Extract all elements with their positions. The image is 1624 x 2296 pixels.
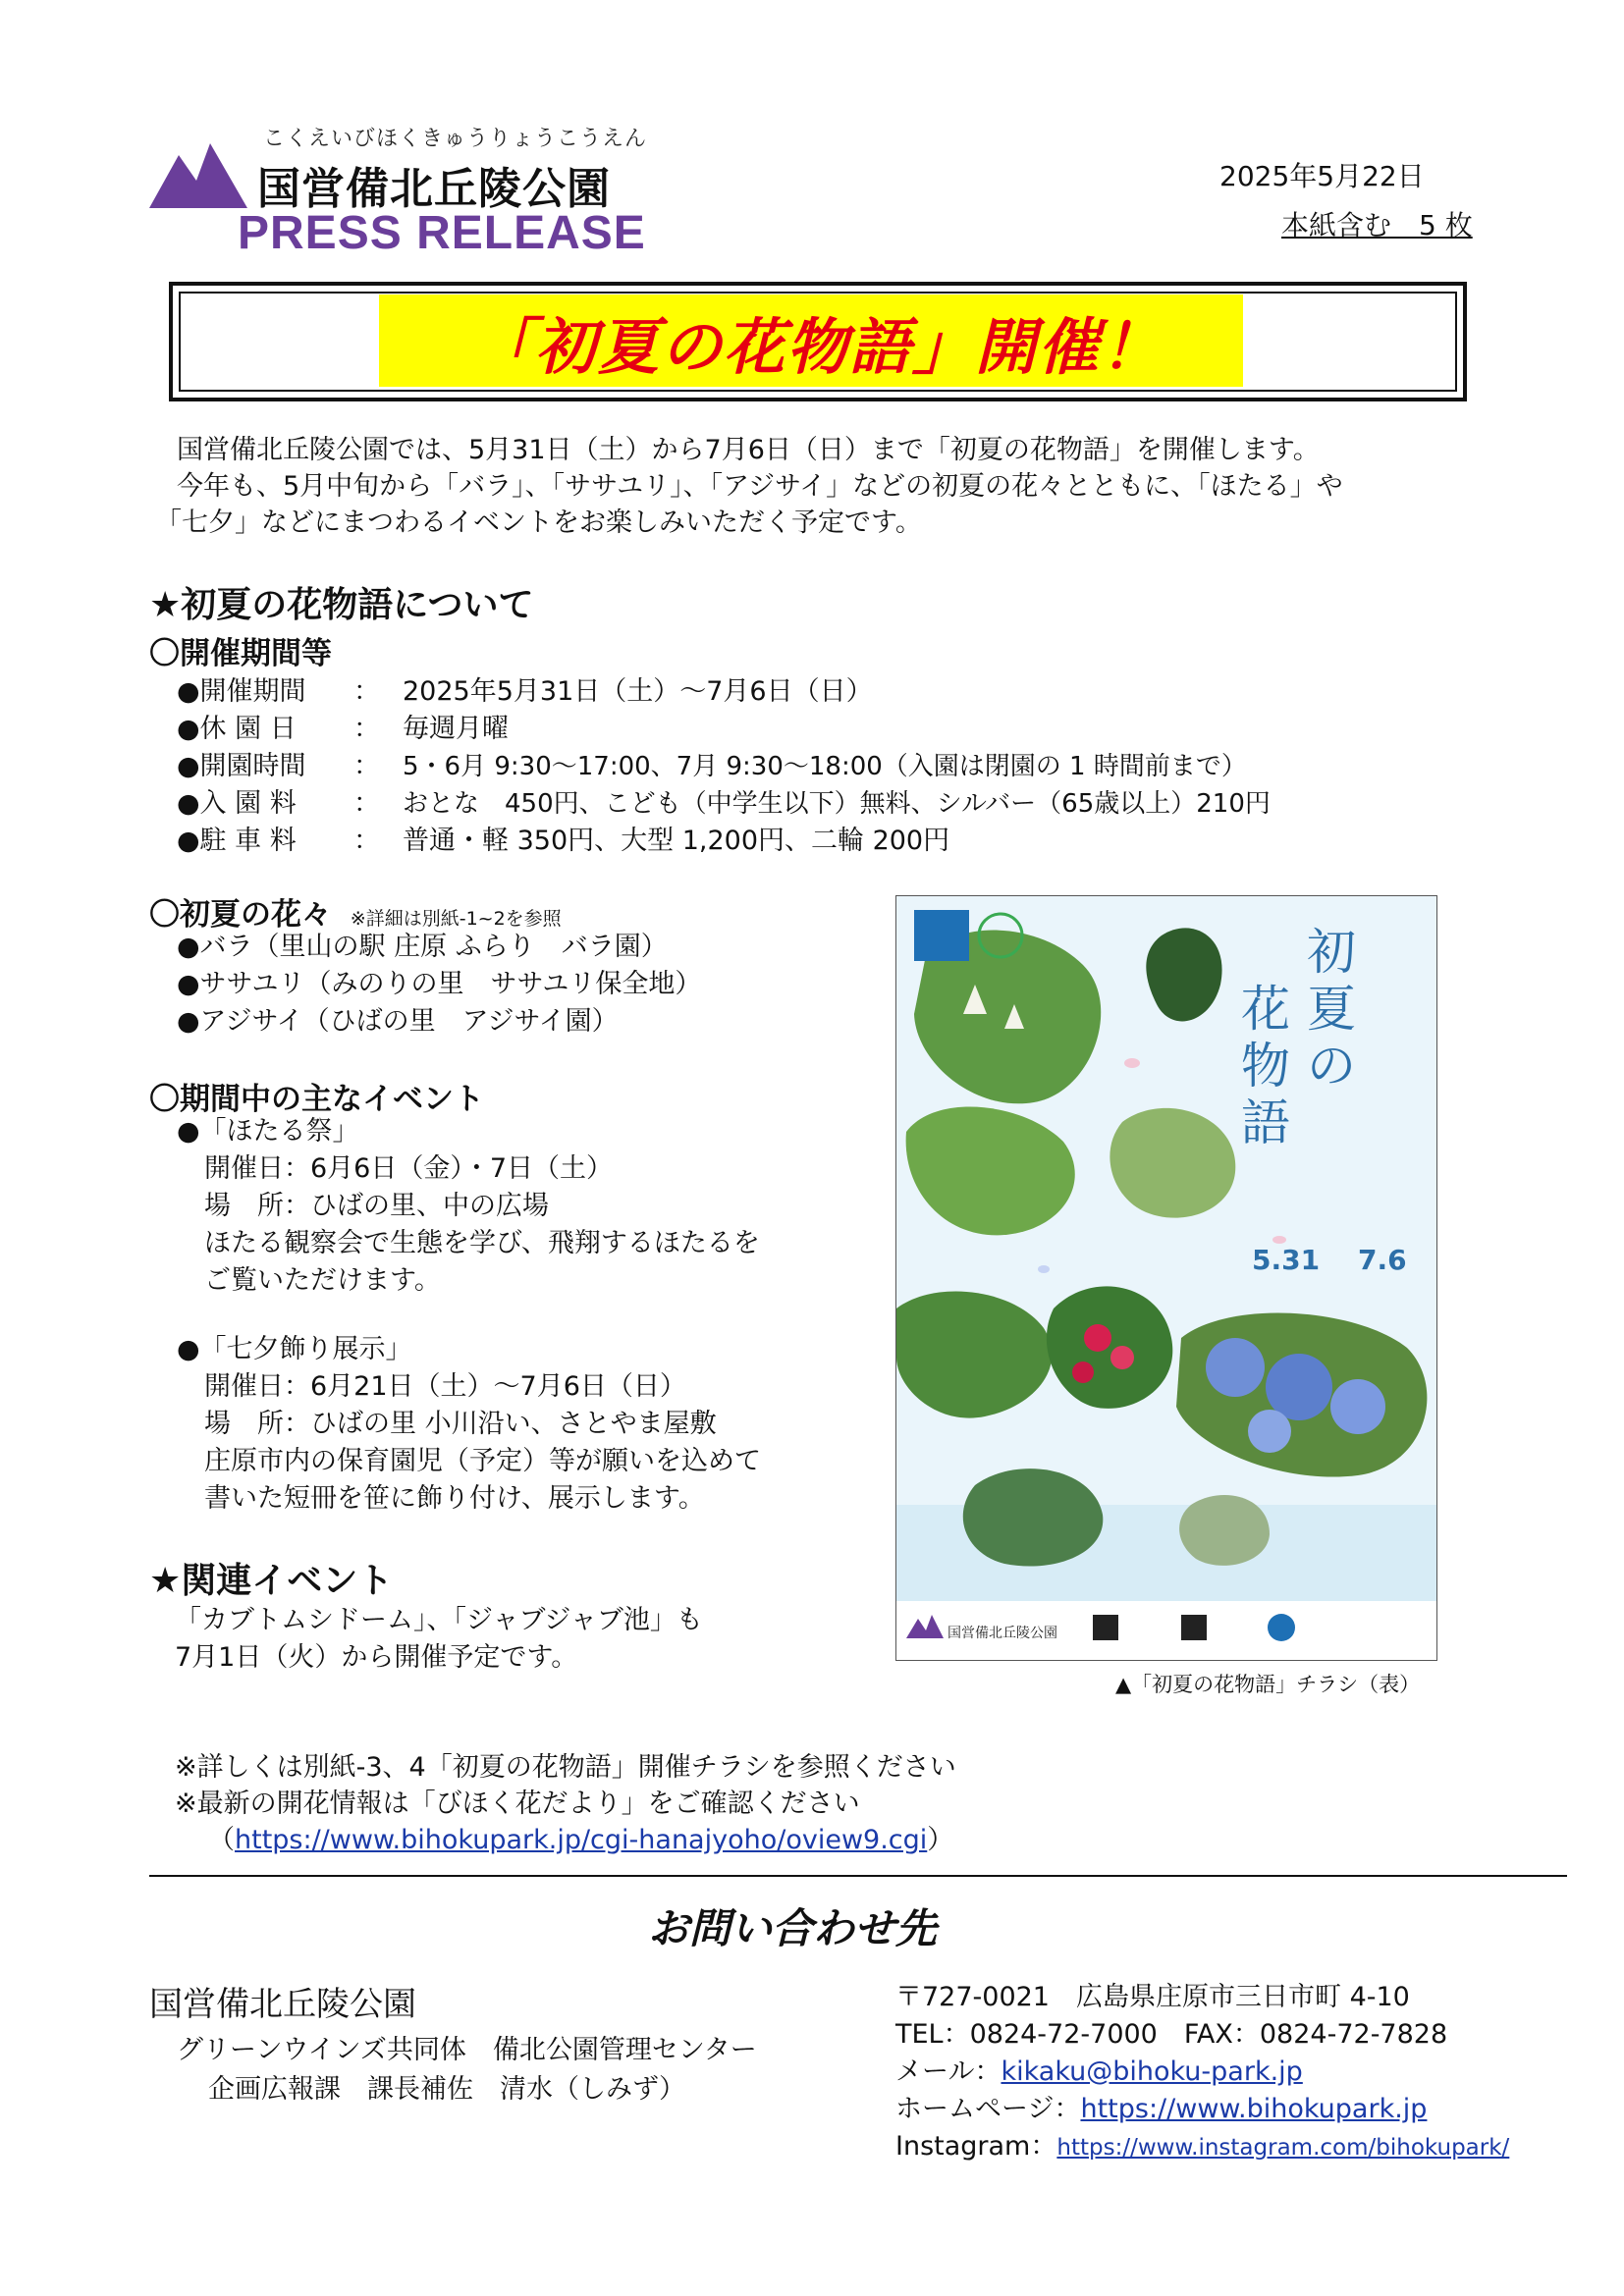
intro: 国営備北丘陵公園では、5月31日（土）から7月6日（日）まで「初夏の花物語」を開催します。 今年も、5月中旬から「バラ」、「ササユリ」、「アジサイ」などの初夏の花々とともに、「ほたる」や 「七夕」などにまつわるイベントをお楽しみいただく予定です。 — [155, 435, 1343, 538]
period-row: ●休 園 日 ： 毎週月曜 — [177, 714, 509, 744]
contact-org: 国営備北丘陵公園 — [149, 1985, 416, 2024]
flyer-park-label: 国営備北丘陵公園 — [947, 1626, 1057, 1641]
event-title: ●「ほたる祭」 — [177, 1116, 359, 1147]
list-item: ●アジサイ（ひばの里 アジサイ園） — [177, 1006, 619, 1037]
page-count: 本紙含む 5 枚 — [1281, 209, 1473, 241]
flyer-end-date: 7.6 — [1358, 1244, 1407, 1276]
period-row: ●開催期間 ： 2025年5月31日（土）～7月6日（日） — [177, 676, 873, 707]
divider — [149, 1875, 1567, 1877]
homepage-link[interactable]: https://www.bihokupark.jp — [1080, 2094, 1428, 2124]
title-box — [169, 282, 1467, 401]
notes: ※詳しくは別紙-3、4「初夏の花物語」開催チラシを参照ください ※最新の開花情報は「びほく花だより」をご確認ください （https://www.bihokupark.jp/cgi-hanajyoho/oview9.cgi） — [175, 1752, 956, 1855]
flowers-note: ※詳細は別紙-1~2を参照 — [350, 908, 562, 930]
list-item: ●バラ（里山の駅 庄原 ふらり バラ園） — [177, 932, 668, 962]
period-row: ●入 園 料 ： おとな 450円、こども（中学生以下）無料、シルバー（65歳以上）210円 — [177, 788, 1271, 819]
event-hotaru: ●「ほたる祭」 開催日：6月6日（金）・7日（土） 場 所：ひばの里、中の広場 ほたる観察会で生態を学び、飛翔するほたるを ご覧いただけます。 — [177, 1113, 760, 1300]
period-heading: 〇開催期間等 — [149, 636, 332, 671]
email-link[interactable]: kikaku@bihoku-park.jp — [1001, 2056, 1303, 2087]
page-title: 「初夏の花物語」開催！ — [471, 311, 1164, 383]
contact-details: 〒727-0021 広島県庄原市三日市町 4-10 TEL：0824-72-7000 FAX：0824-72-7828 メール：kikaku@bihoku-park.jp ホームページ：https://www.bihokupark.jp Instagram：https://www.instagram.com/bihokupark/ — [895, 1979, 1509, 2166]
hana-info-link[interactable]: https://www.bihokupark.jp/cgi-hanajyoho/oview9.cgi — [235, 1825, 928, 1855]
flyer-image — [895, 895, 1437, 1661]
related-events: 「カブトムシドーム」、「ジャブジャブ池」も 7月1日（火）から開催予定です。 — [175, 1605, 703, 1673]
flyer-start-date: 5.31 — [1252, 1244, 1321, 1276]
flyer-title-col1: 初 夏 の — [1307, 924, 1356, 1095]
park-name-ruby: こくえいびほくきゅうりょうこうえん — [263, 127, 648, 151]
flyer-title-col2: 花 物 語 — [1241, 981, 1290, 1151]
contact-person: 企画広報課 課長補佐 清水（しみず） — [208, 2074, 685, 2105]
park-name: 国営備北丘陵公園 — [257, 164, 611, 214]
press-release-label: PRESS RELEASE — [238, 207, 646, 259]
events-heading: 〇期間中の主なイベント — [149, 1082, 484, 1117]
list-item: ●ササユリ（みのりの里 ササユリ保全地） — [177, 969, 702, 999]
event-title: ●「七夕飾り展示」 — [177, 1334, 412, 1364]
flowers-list — [177, 929, 701, 1041]
flyer-caption: ▲「初夏の花物語」チラシ（表） — [1115, 1673, 1421, 1696]
park-logo-icon — [149, 133, 247, 208]
contact-center: グリーンウインズ共同体 備北公園管理センター — [177, 2035, 757, 2065]
event-tanabata: ●「七夕飾り展示」 開催日：6月21日（土）～7月6日（日） 場 所：ひばの里 小川沿い、さとやま屋敷 庄原市内の保育園児（予定）等が願いを込めて 書いた短冊を笹に飾り付け、展示します。 — [177, 1331, 761, 1518]
contact-title: お問い合わせ先 — [648, 1904, 938, 1952]
period-row: ●駐 車 料 ： 普通・軽 350円、大型 1,200円、二輪 200円 — [177, 826, 950, 856]
period-row: ●開園時間 ： 5・6月 9:30～17:00、7月 9:30～18:00（入園は閉園の 1 時間前まで） — [177, 751, 1247, 781]
section-heading-about: ★初夏の花物語について — [149, 585, 534, 625]
release-date: 2025年5月22日 — [1219, 160, 1425, 192]
instagram-link[interactable]: https://www.instagram.com/bihokupark/ — [1056, 2135, 1510, 2161]
contact-tel-fax: TEL：0824-72-7000 FAX：0824-72-7828 — [895, 2019, 1448, 2050]
contact-address: 〒727-0021 広島県庄原市三日市町 4-10 — [895, 1982, 1410, 2012]
flowers-heading: 〇初夏の花々 ※詳細は別紙-1~2を参照 — [149, 897, 562, 933]
section-heading-related: ★関連イベント — [149, 1561, 394, 1601]
